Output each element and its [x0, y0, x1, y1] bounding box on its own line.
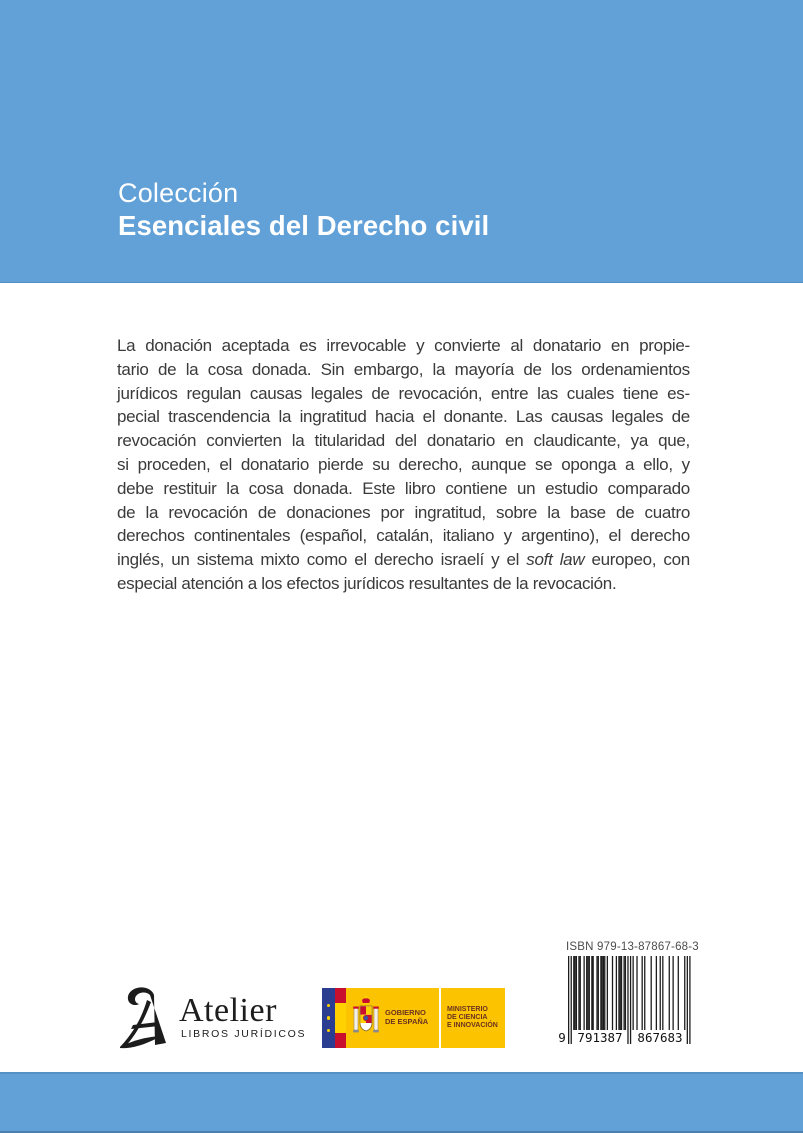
ministerio-text: MINISTERIO DE CIENCIA E INNOVACIÓN	[447, 1005, 498, 1030]
eu-stars-bar	[322, 988, 335, 1048]
publisher-tagline: LIBROS JURÍDICOS	[181, 1028, 307, 1040]
collection-title: Esenciales del Derecho civil	[118, 210, 490, 241]
eu-star-icon	[327, 1029, 331, 1033]
eu-star-icon	[327, 1016, 331, 1020]
synopsis-line: debe restituir la cosa donada. Este libro contiene un estudio comparado	[117, 478, 690, 498]
spain-flag-stripe	[335, 988, 346, 1048]
barcode-digits	[558, 1030, 691, 1045]
isbn-label: ISBN 979-13-87867-68-3	[566, 941, 699, 953]
collection-label: Colección	[118, 178, 239, 208]
synopsis-line: jurídicos regulan causas legales de revocación, entre las cuales tiene es-	[117, 383, 690, 403]
synopsis-line: tario de la cosa donada. Sin embargo, la mayoría de los ordenamientos	[117, 359, 690, 379]
synopsis-line: si proceden, el donatario pierde su derecho, aunque se oponga a ello, y	[117, 454, 690, 474]
eu-star-icon	[327, 1004, 331, 1008]
coat-of-arms-icon	[351, 993, 381, 1043]
synopsis	[117, 336, 690, 598]
barcode-digit-group: 867683	[634, 1030, 686, 1045]
synopsis-line: derechos continentales (español, catalán, italiano y argentino), el derecho	[117, 526, 690, 546]
barcode-bars	[558, 956, 691, 1045]
ministerio-field	[441, 988, 505, 1048]
barcode-digit-group: 791387	[574, 1030, 626, 1045]
synopsis-line: pecial trascendencia la ingratitud hacia el donante. Las causas legales de	[117, 407, 690, 427]
synopsis-line: inglés, un sistema mixto como el derecho israelí y el soft law europeo, con	[117, 550, 690, 570]
synopsis-line: revocación convierten la titularidad del donatario en claudicante, ya que,	[117, 431, 690, 451]
synopsis-line: especial atención a los efectos jurídicos resultantes de la revocación.	[117, 573, 617, 593]
publisher-name: Atelier	[179, 992, 277, 1029]
barcode-digit-group: 9	[558, 1030, 566, 1045]
barcode-block	[558, 941, 699, 1045]
gobierno-field	[346, 988, 439, 1048]
synopsis-line: La donación aceptada es irrevocable y convierte al donatario en propie-	[117, 336, 690, 355]
synopsis-line: de la revocación de donaciones por ingratitud, sobre la base de cuatro	[117, 502, 690, 522]
atelier-monogram-icon	[114, 986, 178, 1050]
gobierno-text: GOBIERNO DE ESPAÑA	[385, 1008, 429, 1026]
government-logo	[322, 988, 505, 1048]
top-band	[0, 0, 803, 283]
bottom-band	[0, 1072, 803, 1133]
publisher-logo	[112, 984, 312, 1054]
